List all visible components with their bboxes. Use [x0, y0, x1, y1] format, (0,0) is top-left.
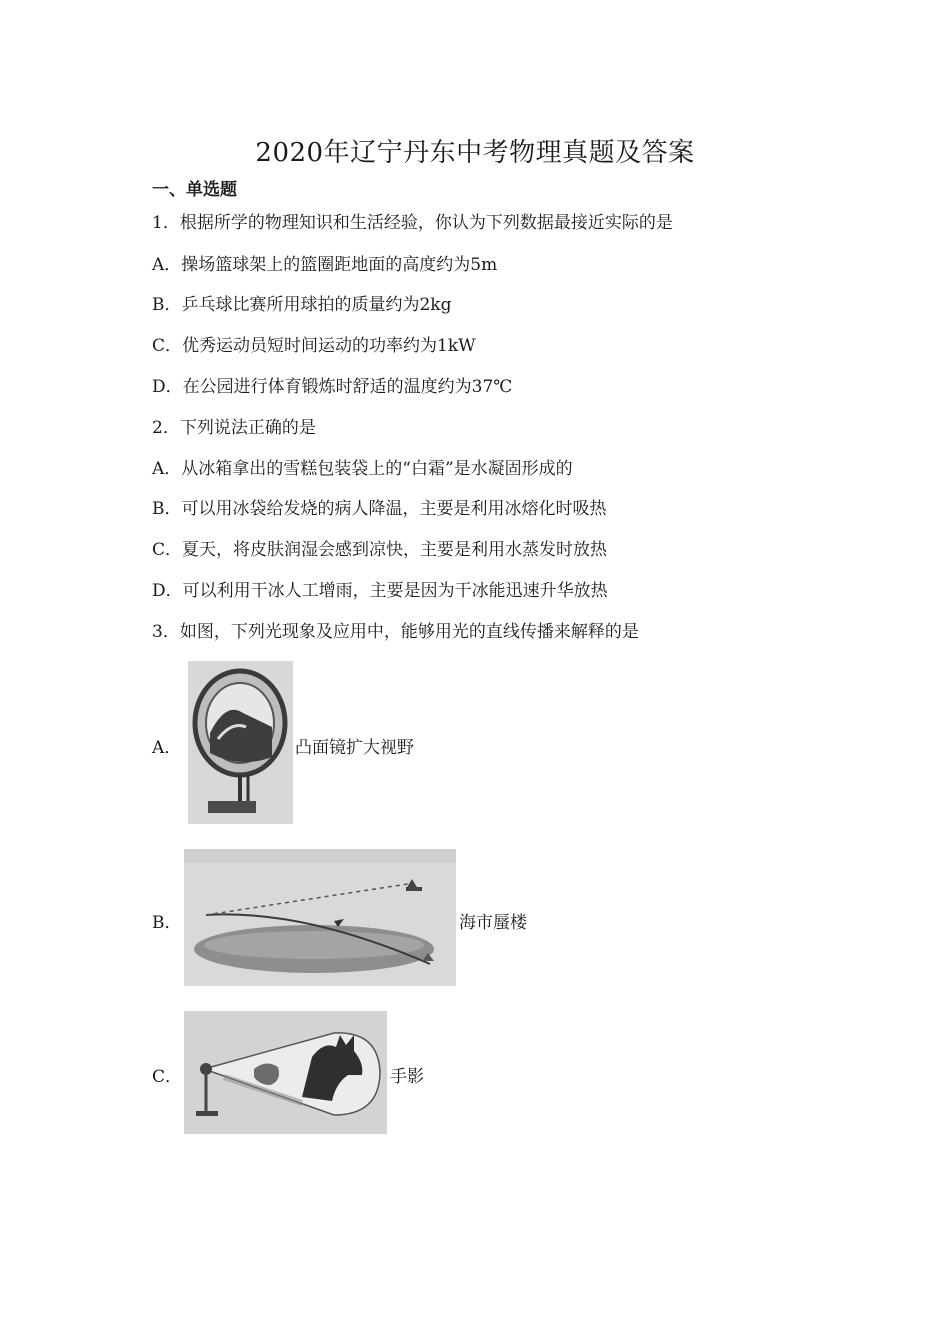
q3-option-a-caption: 凸面镜扩大视野 [295, 738, 414, 758]
q2-option-a: A．从冰箱拿出的雪糕包装袋上的“白霜”是水凝固形成的 [152, 459, 573, 479]
q3-option-a-label: A． [152, 738, 182, 758]
q3-option-b-label: B． [152, 913, 182, 933]
q1-option-d: D．在公园进行体育锻炼时舒适的温度约为37℃ [152, 377, 513, 397]
section-heading: 一、单选题 [152, 180, 237, 200]
q3-option-b-caption: 海市蜃楼 [459, 913, 527, 933]
q3-option-c-caption: 手影 [390, 1067, 424, 1087]
q3-stem: 3．如图，下列光现象及应用中，能够用光的直线传播来解释的是 [152, 622, 639, 642]
convex-mirror-figure [188, 661, 293, 824]
mirage-figure [184, 849, 456, 986]
q2-option-c: C．夏天，将皮肤润湿会感到凉快，主要是利用水蒸发时放热 [152, 540, 608, 560]
q2-option-b: B．可以用冰袋给发烧的病人降温，主要是利用冰熔化时吸热 [152, 499, 607, 519]
q2-option-d: D．可以利用干冰人工增雨，主要是因为干冰能迅速升华放热 [152, 581, 608, 601]
page-title: 2020年辽宁丹东中考物理真题及答案 [255, 138, 695, 168]
q3-option-c-label: C． [152, 1067, 183, 1087]
q1-option-b: B．乒乓球比赛所用球拍的质量约为2kg [152, 295, 452, 315]
q1-option-a: A．操场篮球架上的篮圈距地面的高度约为5m [152, 255, 498, 275]
q1-option-c: C．优秀运动员短时间运动的功率约为1kW [152, 336, 476, 356]
q1-stem: 1．根据所学的物理知识和生活经验，你认为下列数据最接近实际的是 [152, 213, 673, 233]
q2-stem: 2．下列说法正确的是 [152, 418, 316, 438]
hand-shadow-figure [184, 1011, 387, 1134]
